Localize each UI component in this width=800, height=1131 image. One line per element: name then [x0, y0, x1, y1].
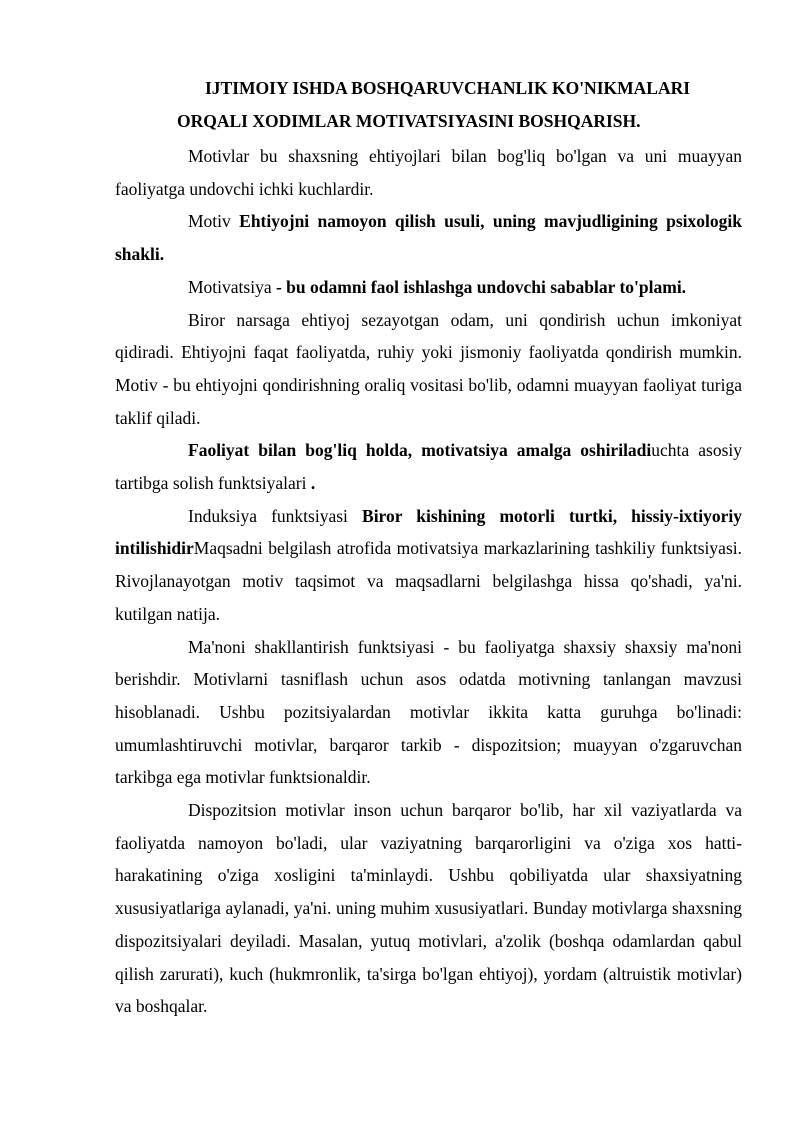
faoliyat-normal-text: uchta asosiy tartibga solish funktsiyalari — [115, 440, 742, 494]
term-motiv: Motiv — [188, 211, 240, 232]
document-body — [115, 140, 742, 1023]
paragraph-motiv — [115, 205, 742, 270]
paragraph-faoliyat — [115, 434, 742, 499]
paragraph-motivatsiya — [115, 271, 742, 304]
term-motivatsiya: Motivatsiya — [188, 276, 276, 297]
definition-motivatsiya: - bu odamni faol ishlashga undovchi sabablar to'plami. — [275, 276, 687, 297]
paragraph-ehtiyoj: Biror narsaga ehtiyoj sezayotgan odam, uni qondirish uchun imkoniyat qidiradi. Ehtiyojni faqat faoliyatda, ruhiy yoki jismoniy faoliyatda qondirish mumkin. Motiv - bu ehtiyojni qondirishning oraliq vositasi bo'lib, odamni muayyan faoliyat turiga taklif qiladi. — [115, 309, 742, 428]
induksiya-term: Induksiya funktsiyasi — [188, 505, 363, 526]
paragraph-manoni: Ma'noni shakllantirish funktsiyasi - bu faoliyatga shaxsiy shaxsiy ma'noni berishdir. Motivlarni tasniflash uchun asos odatda motivning tanlangan mavzusi hisoblanadi. Ushbu pozitsiyalardan motivlar ikkita katta guruhga bo'linadi: umumlashtiruvchi motivlar, barqaror tarkib - dispozitsion; muayyan o'zgaruvchan tarkibga ega motivlar funktsionaldir. — [115, 636, 742, 788]
paragraph-dispozitsion: Dispozitsion motivlar inson uchun barqaror bo'lib, har xil vaziyatlarda va faoliyatda namoyon bo'ladi, ular vaziyatning barqarorligini va o'ziga xos hatti-harakatining o'ziga xosligini ta'minlaydi. Ushbu qobiliyatda ular shaxsiyatning xususiyatlariga aylanadi, ya'ni. uning muhim xususiyatlari. Bunday motivlarga shaxsning dispozitsiyalari deyiladi. Masalan, yutuq motivlari, a'zolik (boshqa odamlardan qabul qilish zarurati), kuch (hukmronlik, ta'sirga bo'lgan ehtiyoj), yordam (altruistik motivlar) va boshqalar. — [115, 800, 742, 1017]
document-title-line-2: ORQALI XODIMLAR MOTIVATSIYASINI BOSHQARISH. — [177, 111, 641, 131]
induksiya-normal-text: Maqsadni belgilash atrofida motivatsiya markazlarining tashkiliy funktsiyasi. Rivojlanayotgan motiv taqsimot va maqsadlarni belgilashga hissa qo'shadi, ya'ni. kutilgan natija. — [115, 538, 742, 624]
faoliyat-bold-text: Faoliyat bilan bog'liq holda, motivatsiya amalga oshiriladi — [188, 440, 652, 461]
faoliyat-end: . — [306, 473, 316, 494]
induksiya-bold-text: Biror kishining motorli turtki, hissiy-ixtiyoriy intilishidir — [115, 505, 743, 559]
document-title-line-1: IJTIMOIY ISHDA BOSHQARUVCHANLIK KO'NIKMALARI — [205, 78, 691, 98]
definition-motiv: Ehtiyojni namoyon qilish usuli, uning mavjudligining psixologik shakli. — [115, 211, 742, 265]
paragraph-induksiya — [115, 500, 742, 631]
paragraph-motivlar: Motivlar bu shaxsning ehtiyojlari bilan bog'liq bo'lgan va uni muayyan faoliyatga undovchi ichki kuchlardir. — [115, 146, 742, 199]
